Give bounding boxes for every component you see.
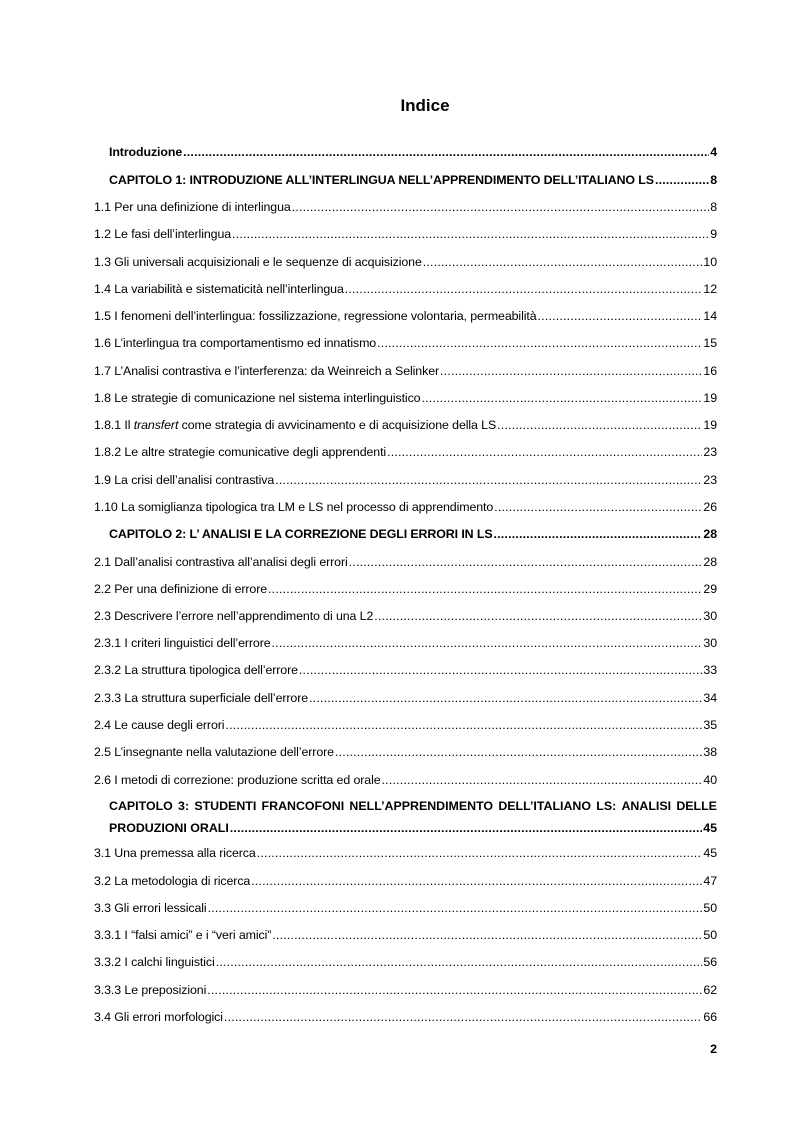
toc-entry-page: 19 — [703, 418, 717, 432]
toc-leader-dots — [382, 772, 703, 789]
toc-entry-page: 45 — [703, 846, 717, 860]
toc-entry-3-3[interactable] — [94, 900, 717, 917]
toc-leader-dots — [497, 417, 702, 434]
toc-leader-dots — [655, 172, 709, 189]
toc-entry-label: 1.8.2 Le altre strategie comunicative degli apprendenti — [94, 445, 387, 459]
toc-entry-label: PRODUZIONI ORALI — [109, 821, 229, 835]
toc-leader-dots — [374, 608, 702, 625]
toc-entry-label: Introduzione — [109, 145, 183, 159]
toc-entry-label: 1.2 Le fasi dell’interlingua — [94, 227, 232, 241]
toc-entry-page: 33 — [703, 663, 717, 677]
toc-entry-page: 16 — [703, 364, 717, 378]
toc-entry-page: 34 — [703, 691, 717, 705]
toc-entry-label: 3.3.3 Le preposizioni — [94, 983, 207, 997]
toc-leader-dots — [268, 581, 702, 598]
toc-entry-page: 19 — [703, 391, 717, 405]
toc-leader-dots — [349, 554, 703, 571]
toc-leader-dots — [272, 635, 703, 652]
toc-leader-dots — [440, 363, 702, 380]
toc-entry-word: LS: — [596, 799, 617, 813]
toc-entry-label: 1.3 Gli universali acquisizionali e le sequenze di acquisizione — [94, 255, 422, 269]
toc-leader-dots — [345, 281, 703, 298]
toc-entry-word: NELL’APPRENDIMENTO — [349, 799, 494, 813]
toc-entry-label: 1.5 I fenomeni dell’interlingua: fossilizzazione, regressione volontaria, permeabilità — [94, 309, 537, 323]
toc-entry-word: CAPITOLO — [109, 799, 173, 813]
toc-entry-word: DELLE — [676, 799, 717, 813]
toc-entry-label: CAPITOLO 1: INTRODUZIONE ALL’INTERLINGUA NELL’APPRENDIMENTO DELL’ITALIANO LS — [109, 173, 654, 187]
toc-entry-word: STUDENTI — [194, 799, 257, 813]
toc-entry-3-3-1[interactable] — [94, 927, 717, 944]
toc-entry-label: 2.5 L’insegnante nella valutazione dell’errore — [94, 745, 334, 759]
toc-entry-1-1[interactable] — [94, 199, 717, 216]
toc-entry-capitolo-1[interactable] — [109, 172, 717, 189]
toc-entry-3-4[interactable] — [94, 1009, 717, 1026]
toc-entry-3-1[interactable] — [94, 845, 717, 862]
toc-leader-dots — [494, 499, 702, 516]
toc-entry-label: 1.10 La somiglianza tipologica tra LM e LS nel processo di apprendimento — [94, 500, 494, 514]
toc-entry-label: 3.2 La metodologia di ricerca — [94, 874, 251, 888]
toc-entry-page: 26 — [703, 500, 717, 514]
toc-entry-label — [94, 417, 496, 434]
toc-entry-page: 28 — [703, 527, 717, 541]
toc-leader-dots — [423, 254, 703, 271]
toc-entry-label-line1 — [109, 795, 717, 817]
toc-leader-dots — [251, 873, 702, 890]
toc-entry-page: 4 — [710, 145, 717, 159]
toc-entry-label: 1.6 L’interlingua tra comportamentismo ed innatismo — [94, 336, 377, 350]
toc-entry-2-3-3[interactable] — [94, 690, 717, 707]
toc-leader-dots — [275, 472, 702, 489]
page-title: Indice — [400, 96, 450, 115]
toc-entry-word: ANALISI — [621, 799, 672, 813]
toc-entry-label-pre: 1.8.1 Il — [94, 418, 134, 432]
toc-entry-capitolo-2[interactable] — [109, 526, 717, 543]
toc-leader-dots — [183, 144, 709, 161]
toc-entry-label-italic: transfert — [133, 418, 179, 432]
toc-entry-label-post: come strategia di avvicinamento e di acquisizione della LS — [178, 418, 497, 432]
toc-leader-dots — [377, 335, 702, 352]
toc-entry-label: 2.3.1 I criteri linguistici dell’errore — [94, 636, 271, 650]
toc-entry-page: 47 — [703, 874, 717, 888]
toc-entry-2-3-2[interactable] — [94, 662, 717, 679]
toc-leader-dots — [232, 226, 709, 243]
toc-entry-page: 10 — [703, 255, 717, 269]
toc-entry-page: 29 — [703, 582, 717, 596]
toc-entry-page: 30 — [703, 636, 717, 650]
toc-entry-1-4[interactable] — [94, 281, 717, 298]
toc-entry-page: 40 — [703, 773, 717, 787]
toc-entry-1-9[interactable] — [94, 472, 717, 489]
toc-leader-dots — [299, 662, 703, 679]
toc-entry-page: 50 — [703, 928, 717, 942]
toc-entry-label: 1.1 Per una definizione di interlingua — [94, 200, 291, 214]
toc-entry-1-3[interactable] — [94, 254, 717, 271]
toc-entry-1-2[interactable] — [94, 226, 717, 243]
toc-entry-1-8-2[interactable] — [94, 444, 717, 461]
toc-leader-dots — [538, 308, 703, 325]
toc-entry-page: 50 — [703, 901, 717, 915]
toc-leader-dots — [335, 744, 702, 761]
toc-entry-page: 28 — [703, 555, 717, 569]
toc-entry-2-1[interactable] — [94, 554, 717, 571]
toc-entry-label: 1.9 La crisi dell’analisi contrastiva — [94, 473, 275, 487]
toc-entry-2-4[interactable] — [94, 717, 717, 734]
toc-entry-page: 23 — [703, 445, 717, 459]
toc-leader-dots — [257, 845, 703, 862]
toc-entry-page: 12 — [703, 282, 717, 296]
toc-entry-page: 56 — [703, 955, 717, 969]
toc-entry-1-10[interactable] — [94, 499, 717, 516]
toc-entry-label: 3.1 Una premessa alla ricerca — [94, 846, 256, 860]
toc-leader-dots — [421, 390, 702, 407]
toc-entry-label: 2.3.3 La struttura superficiale dell’errore — [94, 691, 309, 705]
toc-entry-page: 9 — [710, 227, 717, 241]
toc-entry-1-8[interactable] — [94, 390, 717, 407]
toc-entry-1-5[interactable] — [94, 308, 717, 325]
toc-leader-dots — [230, 817, 702, 839]
toc-entry-page: 45 — [703, 821, 717, 835]
toc-leader-dots — [309, 690, 702, 707]
toc-leader-dots — [224, 1009, 702, 1026]
toc-entry-label: 1.7 L’Analisi contrastiva e l’interferenza: da Weinreich a Selinker — [94, 364, 440, 378]
toc-entry-label: 3.3.1 I “falsi amici” e i “veri amici” — [94, 928, 272, 942]
toc-entry-label: 2.3 Descrivere l’errore nell’apprendimento di una L2 — [94, 609, 374, 623]
toc-entry-capitolo-3[interactable] — [109, 795, 717, 839]
toc-entry-label: CAPITOLO 2: L’ ANALISI E LA CORREZIONE DEGLI ERRORI IN LS — [109, 527, 493, 541]
toc-entry-2-6[interactable] — [94, 772, 717, 789]
toc-entry-label: 1.8 Le strategie di comunicazione nel sistema interlinguistico — [94, 391, 421, 405]
toc-entry-1-7[interactable] — [94, 363, 717, 380]
toc-leader-dots — [272, 927, 702, 944]
toc-entry-label: 3.3 Gli errori lessicali — [94, 901, 207, 915]
toc-entry-label: 1.4 La variabilità e sistematicità nell’interlingua — [94, 282, 344, 296]
toc-leader-dots — [225, 717, 702, 734]
toc-entry-1-6[interactable] — [94, 335, 717, 352]
toc-entry-introduzione[interactable] — [109, 144, 717, 161]
toc-leader-dots — [216, 954, 703, 971]
toc-leader-dots — [387, 444, 702, 461]
toc-entry-page: 14 — [703, 309, 717, 323]
toc-entry-3-3-3[interactable] — [94, 982, 717, 999]
toc-entry-3-3-2[interactable] — [94, 954, 717, 971]
toc-entry-label-line2 — [109, 817, 717, 839]
toc-entry-label: 2.2 Per una definizione di errore — [94, 582, 268, 596]
toc-entry-label: 3.3.2 I calchi linguistici — [94, 955, 215, 969]
toc-leader-dots — [208, 900, 703, 917]
toc-entry-2-2[interactable] — [94, 581, 717, 598]
toc-entry-2-5[interactable] — [94, 744, 717, 761]
toc-entry-label: 2.1 Dall’analisi contrastiva all’analisi degli errori — [94, 555, 348, 569]
toc-entry-page: 35 — [703, 718, 717, 732]
toc-entry-label: 2.6 I metodi di correzione: produzione scritta ed orale — [94, 773, 381, 787]
toc-entry-3-2[interactable] — [94, 873, 717, 890]
toc-entry-word: FRANCOFONI — [261, 799, 345, 813]
toc-entry-word: 3: — [178, 799, 190, 813]
toc-entry-page: 8 — [710, 200, 717, 214]
toc-entry-2-3[interactable] — [94, 608, 717, 625]
toc-entry-page: 8 — [710, 173, 717, 187]
toc-entry-label: 2.4 Le cause degli errori — [94, 718, 225, 732]
toc-entry-page: 38 — [703, 745, 717, 759]
toc-entry-page: 30 — [703, 609, 717, 623]
toc-entry-label: 2.3.2 La struttura tipologica dell’errore — [94, 663, 298, 677]
toc-entry-page: 23 — [703, 473, 717, 487]
toc-entry-label: 3.4 Gli errori morfologici — [94, 1010, 223, 1024]
toc-entry-page: 62 — [703, 983, 717, 997]
toc-entry-2-3-1[interactable] — [94, 635, 717, 652]
toc-entry-1-8-1[interactable] — [94, 417, 717, 434]
toc-leader-dots — [207, 982, 702, 999]
toc-leader-dots — [292, 199, 710, 216]
toc-entry-page: 66 — [703, 1010, 717, 1024]
page-number: 2 — [710, 1042, 717, 1056]
toc-entry-page: 15 — [703, 336, 717, 350]
toc-leader-dots — [494, 526, 703, 543]
toc-entry-word: DELL’ITALIANO — [498, 799, 592, 813]
